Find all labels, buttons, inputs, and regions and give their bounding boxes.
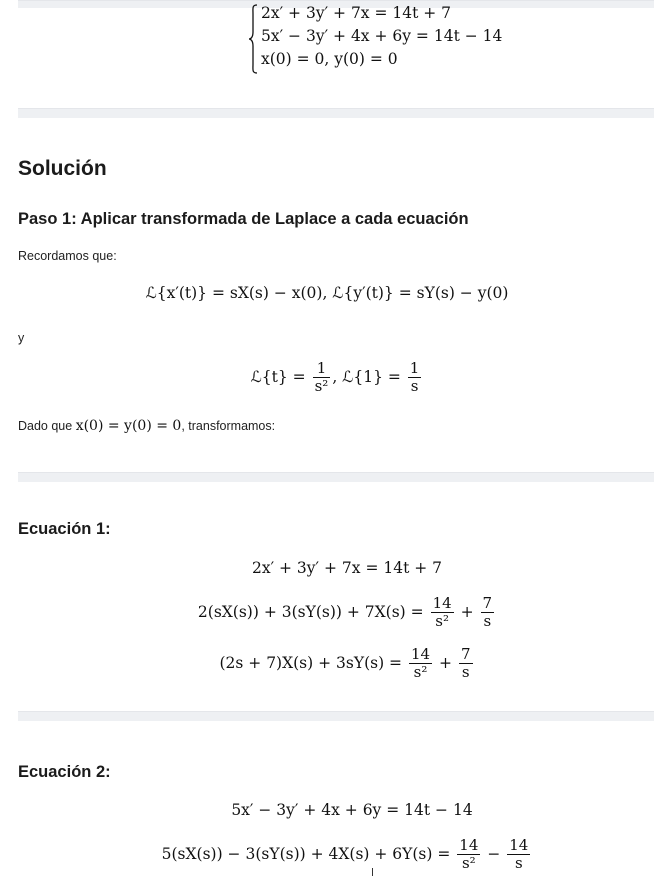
section-separator	[18, 108, 654, 118]
laplace-basic-formulas	[0, 357, 654, 397]
fraction-numerator: 7	[482, 593, 493, 612]
fraction-denominator: s²	[409, 663, 432, 681]
fraction-1-over-s	[408, 360, 422, 395]
laplace-1-lhs: , ℒ{1} =	[332, 368, 401, 386]
equation1-line3-lhs: (2s + 7)X(s) + 3sY(s) =	[219, 654, 403, 672]
fraction-numerator: 14	[459, 835, 479, 854]
equation1-line1: 2x′ + 3y′ + 7x = 14t + 7	[251, 559, 443, 577]
fraction-14-over-s2	[409, 646, 432, 681]
text-cursor	[372, 868, 373, 876]
given-prefix: Dado que	[18, 419, 76, 433]
laplace-derivatives-formula: ℒ{x′(t)} = sX(s) − x(0), ℒ{y′(t)} = sY(s) − y(0)	[145, 284, 509, 302]
equation1-line2	[0, 592, 654, 632]
laplace-t-lhs: ℒ{t} =	[250, 368, 306, 386]
fraction-numerator: 14	[509, 835, 529, 854]
fraction-denominator: s	[481, 612, 495, 630]
fraction-denominator: s²	[431, 612, 454, 630]
section-separator	[18, 711, 654, 721]
fraction-denominator: s	[408, 377, 422, 395]
fraction-14-over-s2	[457, 837, 480, 872]
fraction-7-over-s	[481, 595, 495, 630]
fraction-numerator: 1	[316, 358, 327, 377]
equation1-heading: Ecuación 1:	[18, 520, 111, 538]
left-brace-icon	[248, 4, 258, 74]
system-initial-conditions: x(0) = 0, y(0) = 0	[261, 50, 398, 68]
fraction-denominator: s	[459, 663, 473, 681]
fraction-7-over-s	[459, 646, 473, 681]
and-text: y	[18, 331, 25, 345]
fraction-numerator: 14	[432, 593, 452, 612]
system-equation-2: 5x′ − 3y′ + 4x + 6y = 14t − 14	[261, 27, 503, 45]
fraction-denominator: s	[507, 854, 530, 872]
given-suffix: , transformamos:	[181, 419, 276, 433]
fraction-numerator: 1	[409, 358, 420, 377]
equation2-line1: 5x′ − 3y′ + 4x + 6y = 14t − 14	[231, 801, 473, 819]
fraction-numerator: 14	[410, 644, 431, 663]
operator: +	[439, 654, 453, 672]
operator: +	[460, 603, 474, 621]
equation2-line2	[0, 834, 654, 874]
fraction-denominator: s²	[457, 854, 480, 872]
equation1-line2-lhs: 2(sX(s)) + 3(sY(s)) + 7X(s) =	[197, 603, 424, 621]
solution-heading: Solución	[18, 157, 107, 180]
section-separator	[18, 472, 654, 482]
fraction-14-over-s	[507, 837, 530, 872]
system-equation-1: 2x′ + 3y′ + 7x = 14t + 7	[261, 4, 452, 22]
system-lines	[261, 2, 502, 71]
equation1-line3	[0, 643, 654, 683]
equation2-heading: Ecuación 2:	[18, 763, 111, 781]
fraction-numerator: 7	[460, 644, 471, 663]
recall-text: Recordamos que:	[18, 249, 117, 263]
fraction-14-over-s2	[431, 595, 454, 630]
given-text	[18, 418, 275, 434]
step1-heading: Paso 1: Aplicar transformada de Laplace a cada ecuación	[18, 210, 469, 228]
operator: −	[487, 845, 501, 863]
fraction-1-over-s2	[313, 360, 331, 395]
equation2-line2-lhs: 5(sX(s)) − 3(sY(s)) + 4X(s) + 6Y(s) =	[161, 845, 451, 863]
fraction-denominator: s²	[314, 376, 329, 395]
given-math: x(0) = y(0) = 0	[75, 418, 182, 434]
